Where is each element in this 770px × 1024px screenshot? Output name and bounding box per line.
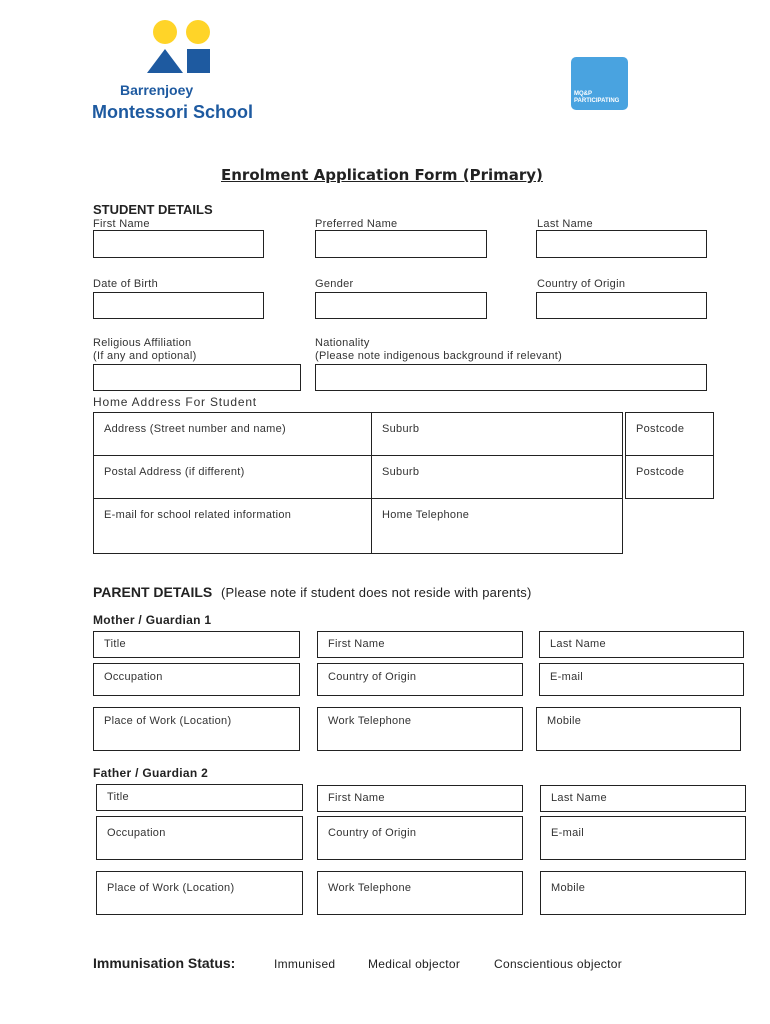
father-first-name-field[interactable] xyxy=(317,785,523,812)
mother-work-tel-field[interactable] xyxy=(317,707,523,751)
father-work-tel-field[interactable] xyxy=(317,871,523,915)
father-email-label: E-mail xyxy=(551,827,584,839)
immunised-option[interactable]: Immunised xyxy=(274,957,336,971)
home-telephone-label: Home Telephone xyxy=(382,509,470,521)
mqp-badge-text: MQ&P PARTICIPATING xyxy=(574,91,620,104)
form-title: Enrolment Application Form (Primary) xyxy=(221,166,543,184)
father-mobile-field[interactable] xyxy=(540,871,746,915)
father-country-label: Country of Origin xyxy=(328,827,417,839)
gender-label: Gender xyxy=(315,278,354,290)
email-label: E-mail for school related information xyxy=(104,509,292,521)
mother-country-label: Country of Origin xyxy=(328,671,417,683)
immunisation-label: Immunisation Status: xyxy=(93,955,236,971)
home-telephone-field[interactable] xyxy=(371,498,623,554)
religion-label: Religious Affiliation xyxy=(93,337,192,349)
religion-field[interactable] xyxy=(93,364,301,391)
mother-work-place-label: Place of Work (Location) xyxy=(104,715,232,727)
father-title-label: Title xyxy=(107,791,129,803)
postcode-label: Postcode xyxy=(636,423,685,435)
father-mobile-label: Mobile xyxy=(551,882,586,894)
mother-country-field[interactable] xyxy=(317,663,523,696)
postal-address-field[interactable] xyxy=(93,455,372,499)
parent-details-note: (Please note if student does not reside with parents) xyxy=(221,585,532,600)
suburb-label: Suburb xyxy=(382,423,420,435)
mqp-badge xyxy=(571,57,628,110)
father-title-field[interactable] xyxy=(96,784,303,811)
father-last-name-label: Last Name xyxy=(551,792,607,804)
address-field[interactable] xyxy=(93,412,372,456)
father-work-tel-label: Work Telephone xyxy=(328,882,412,894)
nationality-field[interactable] xyxy=(315,364,707,391)
mother-first-name-label: First Name xyxy=(328,638,385,650)
mother-work-tel-label: Work Telephone xyxy=(328,715,412,727)
postal-address-label: Postal Address (if different) xyxy=(104,466,245,478)
mother-email-field[interactable] xyxy=(539,663,744,696)
country-field[interactable] xyxy=(536,292,707,319)
dob-label: Date of Birth xyxy=(93,278,159,290)
suburb-field[interactable] xyxy=(371,412,623,456)
preferred-name-field[interactable] xyxy=(315,230,487,258)
nationality-label: Nationality xyxy=(315,337,370,349)
email-field[interactable] xyxy=(93,498,372,554)
parent-details-heading: PARENT DETAILS xyxy=(93,584,213,600)
school-name-line1: Barrenjoey xyxy=(120,82,194,98)
preferred-name-label: Preferred Name xyxy=(315,218,398,230)
dob-field[interactable] xyxy=(93,292,264,319)
nationality-sublabel: (Please note indigenous background if relevant) xyxy=(315,350,563,362)
postcode-field[interactable] xyxy=(625,412,714,456)
gender-field[interactable] xyxy=(315,292,487,319)
mother-title-field[interactable] xyxy=(93,631,300,658)
medical-objector-option[interactable]: Medical objector xyxy=(368,957,461,971)
mother-mobile-label: Mobile xyxy=(547,715,582,727)
mother-heading: Mother / Guardian 1 xyxy=(93,613,212,627)
mother-mobile-field[interactable] xyxy=(536,707,741,751)
postal-postcode-label: Postcode xyxy=(636,466,685,478)
home-address-heading: Home Address For Student xyxy=(93,395,257,409)
postal-suburb-field[interactable] xyxy=(371,455,623,499)
postal-postcode-field[interactable] xyxy=(625,455,714,499)
father-heading: Father / Guardian 2 xyxy=(93,766,209,780)
first-name-field[interactable] xyxy=(93,230,264,258)
mother-last-name-label: Last Name xyxy=(550,638,606,650)
school-name-line2: Montessori School xyxy=(92,102,254,122)
postal-suburb-label: Suburb xyxy=(382,466,420,478)
father-work-place-field[interactable] xyxy=(96,871,303,915)
father-occupation-field[interactable] xyxy=(96,816,303,860)
mother-work-place-field[interactable] xyxy=(93,707,300,751)
last-name-field[interactable] xyxy=(536,230,707,258)
mother-first-name-field[interactable] xyxy=(317,631,523,658)
father-first-name-label: First Name xyxy=(328,792,385,804)
student-details-heading: STUDENT DETAILS xyxy=(93,202,213,217)
address-label: Address (Street number and name) xyxy=(104,423,287,435)
first-name-label: First Name xyxy=(93,218,150,230)
mother-last-name-field[interactable] xyxy=(539,631,744,658)
conscientious-objector-option[interactable]: Conscientious objector xyxy=(494,957,623,971)
school-logo xyxy=(90,14,280,126)
mother-occupation-field[interactable] xyxy=(93,663,300,696)
father-work-place-label: Place of Work (Location) xyxy=(107,882,235,894)
father-email-field[interactable] xyxy=(540,816,746,860)
country-label: Country of Origin xyxy=(537,278,626,290)
father-country-field[interactable] xyxy=(317,816,523,860)
last-name-label: Last Name xyxy=(537,218,593,230)
father-last-name-field[interactable] xyxy=(540,785,746,812)
mother-title-label: Title xyxy=(104,638,126,650)
father-occupation-label: Occupation xyxy=(107,827,166,839)
religion-sublabel: (If any and optional) xyxy=(93,350,197,362)
mother-email-label: E-mail xyxy=(550,671,583,683)
mother-occupation-label: Occupation xyxy=(104,671,163,683)
